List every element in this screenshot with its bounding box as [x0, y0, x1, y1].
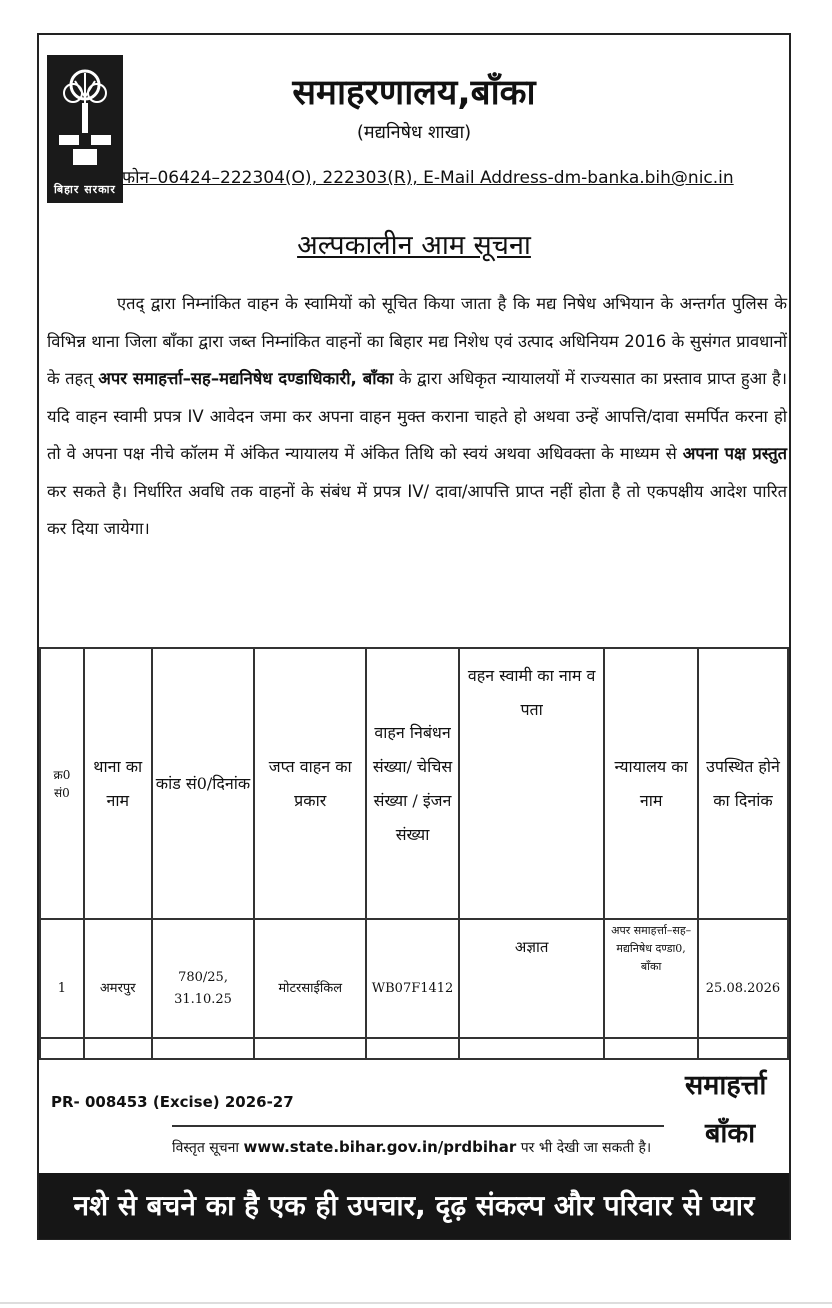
body-bold-2: अपना पक्ष प्रस्तुत	[682, 444, 787, 463]
web-prefix: विस्तृत सूचना	[172, 1140, 240, 1156]
web-suffix: पर भी देखी जा सकती है।	[520, 1140, 652, 1156]
notice-title	[39, 225, 789, 262]
col-header-registration: वाहन निबंधन संख्या/ चेचिस संख्या / इंजन संख्या	[366, 648, 459, 919]
web-url: www.state.bihar.gov.in/prdbihar	[243, 1138, 517, 1156]
web-info	[172, 1138, 651, 1157]
cell-serial: 1	[40, 919, 84, 1059]
footer-divider	[39, 1037, 789, 1039]
notice-title-text: अल्पकालीन आम सूचना	[297, 230, 531, 261]
signatory-title: समाहर्त्ता	[685, 1070, 767, 1101]
slogan-banner: नशे से बचने का है एक ही उपचार, दृढ़ संकल्प और परिवार से प्यार	[39, 1173, 789, 1239]
cell-date: 25.08.2026	[698, 919, 788, 1059]
cell-station: अमरपुर	[84, 919, 152, 1059]
cell-registration: WB07F1412	[366, 919, 459, 1059]
notice-body	[47, 285, 787, 548]
vehicle-table	[39, 647, 789, 1060]
org-name: समाहरणालय,बाँका	[292, 73, 536, 113]
pr-number: PR- 008453 (Excise) 2026-27	[51, 1093, 294, 1111]
body-part-3: कर सकते है। निर्धारित अवधि तक वाहनों के संबंध में प्रपत्र IV/ दावा/आपत्ति प्राप्त नहीं होता है तो एकपक्षीय आदेश पारित कर दिया जायेगा।	[47, 481, 787, 538]
notice-header	[39, 35, 789, 230]
body-bold-1: अपर समाहर्त्ता–सह–मद्यनिषेध दण्डाधिकारी, बाँका	[98, 369, 394, 388]
signatory-place: बाँका	[705, 1118, 756, 1149]
col-header-vehicle-type: जप्त वाहन का प्रकार	[254, 648, 366, 919]
col-header-court: न्यायालय का नाम	[604, 648, 698, 919]
col-header-station: थाना का नाम	[84, 648, 152, 919]
cell-owner: अज्ञात	[459, 919, 604, 1059]
col-header-case: कांड सं0/दिनांक	[152, 648, 255, 919]
table-header-row	[40, 648, 788, 919]
body-part-1: एतद् द्वारा निम्नांकित वाहन के स्वामियों को सूचित किया जाता है कि मद्य निषेध अभियान के अन्तर्गत पुलिस के विभिन्न थाना जिला बाँका द्वारा जब्त निम्नांकित वाहनों का बिहार मद्य निशेध एवं उत्पाद अधिनियम 2016 के सुसंगत प्रावधानों के तहत्	[47, 294, 787, 388]
logo-caption: बिहार सरकार	[54, 183, 116, 196]
public-notice	[37, 33, 791, 1240]
body-part-2: के द्वारा अधिकृत न्यायालयों में राज्यसात का प्रस्ताव प्राप्त हुआ है। यदि वाहन स्वामी प्रपत्र IV आवेदन जमा कर अपना वाहन मुक्त कराना चाहते हो अथवा उन्हें आपत्ति/दावा समर्पित करना हो तो वे अपना पक्ष नीचे कॉलम में अंकित न्यायालय में अंकित तिथि को स्वयं अथवा अधिवक्ता के माध्यम से	[47, 369, 787, 463]
col-header-serial: क्र0 सं0	[40, 648, 84, 919]
col-header-owner: वहन स्वामी का नाम व पता	[459, 648, 604, 919]
page-bottom-rule	[0, 1302, 832, 1304]
cell-court: अपर समाहर्त्ता–सह–मद्यनिषेध दण्डा0, बाँका	[604, 919, 698, 1059]
branch-name: (मद्यनिषेध शाखा)	[356, 122, 472, 143]
cell-case: 780/25, 31.10.25	[152, 919, 255, 1059]
cell-vehicle-type: मोटरसाईकिल	[254, 919, 366, 1059]
web-divider	[172, 1125, 664, 1127]
col-header-date: उपस्थित होने का दिनांक	[698, 648, 788, 919]
contact-info: फोन–06424–222304(O), 222303(R), E-Mail Address-dm-banka.bih@nic.in	[122, 168, 734, 188]
